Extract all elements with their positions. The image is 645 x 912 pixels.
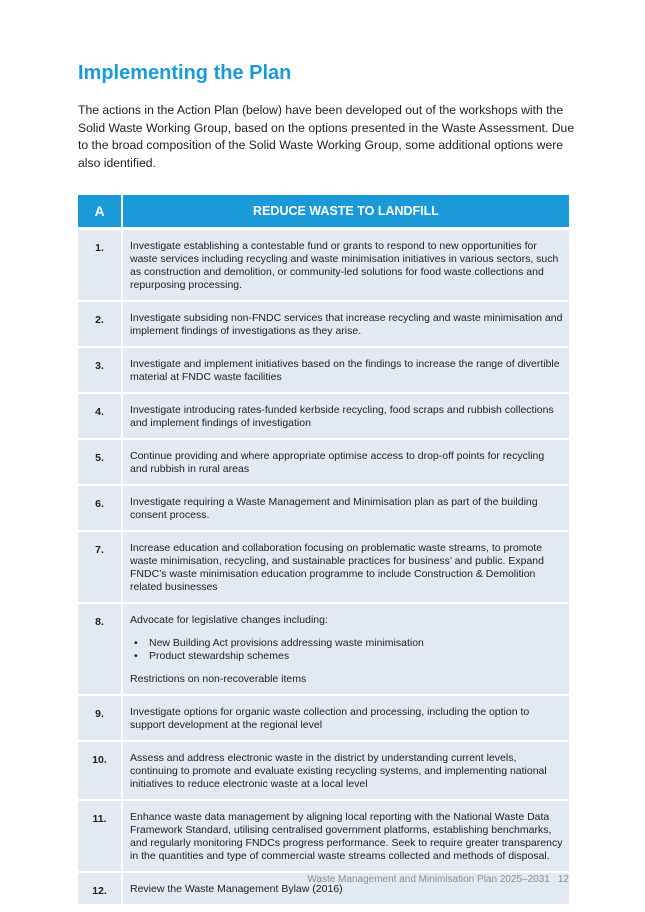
row-text: Investigate requiring a Waste Management and Minimisation plan as part of the building consent process. — [123, 486, 569, 530]
bullet-list — [130, 637, 563, 663]
table-row — [78, 348, 569, 392]
table-row — [78, 801, 569, 871]
page-footer — [307, 874, 569, 885]
table-row — [78, 302, 569, 346]
row-text: Investigate establishing a contestable fund or grants to respond to new opportunities for waste services including recycling and waste minimisation initiatives in various sectors, such as construction and demolition, or community-led solutions for food waste collections and repurposing processing. — [123, 230, 569, 300]
row-number: 1. — [78, 230, 121, 300]
page-title: Implementing the Plan — [78, 62, 292, 84]
row-text: Increase education and collaboration focusing on problematic waste streams, to promote waste minimisation, recycling, and sustainable practices for business’ and public. Expand FNDC’s waste minimisation education programme to include Construction & Demolition related businesses — [123, 532, 569, 602]
row-number: 4. — [78, 394, 121, 438]
row-number: 10. — [78, 742, 121, 799]
row-number: 11. — [78, 801, 121, 871]
row-text: Continue providing and where appropriate optimise access to drop-off points for recycling and rubbish in rural areas — [123, 440, 569, 484]
table-row — [78, 230, 569, 300]
table-row — [78, 532, 569, 602]
row-text: Investigate subsiding non-FNDC services that increase recycling and waste minimisation and implement findings of investigations as they arise. — [123, 302, 569, 346]
row-note: Restrictions on non-recoverable items — [130, 673, 307, 685]
row-text: Investigate options for organic waste collection and processing, including the option to support development at the regional level — [123, 696, 569, 740]
table-header-row — [78, 195, 569, 227]
row-text: Investigate introducing rates-funded kerbside recycling, food scraps and rubbish collections and implement findings of investigation — [123, 394, 569, 438]
row-number: 8. — [78, 604, 121, 694]
page-number: 12 — [557, 874, 569, 885]
row-number: 7. — [78, 532, 121, 602]
row-text: Advocate for legislative changes including: — [130, 614, 328, 626]
table-row — [78, 394, 569, 438]
row-text: Investigate and implement initiatives based on the findings to increase the range of divertible material at FNDC waste facilities — [123, 348, 569, 392]
table-row — [78, 604, 569, 694]
intro-text: The actions in the Action Plan (below) have been developed out of the workshops with the Solid Waste Working Group, based on the options presented in the Waste Assessment. Due to the broad composition of the Solid Waste Working Group, some additional options were also identified. — [78, 103, 575, 170]
action-plan-table — [78, 195, 569, 906]
row-number: 5. — [78, 440, 121, 484]
row-text: Review the Waste Management Bylaw (2016) — [123, 873, 569, 904]
bullet-item: • New Building Act provisions addressing waste minimisation — [130, 637, 563, 650]
footer-doc-title: Waste Management and Minimisation Plan 2025–2031 — [307, 874, 550, 885]
table-row — [78, 742, 569, 799]
row-number: 2. — [78, 302, 121, 346]
row-number: 3. — [78, 348, 121, 392]
table-row — [78, 696, 569, 740]
bullet-item: • Product stewardship schemes — [130, 650, 563, 663]
table-row — [78, 440, 569, 484]
row-number: 12. — [78, 873, 121, 904]
row-number: 6. — [78, 486, 121, 530]
intro-paragraph — [78, 102, 578, 172]
row-number: 9. — [78, 696, 121, 740]
header-letter: A — [78, 195, 121, 227]
table-row — [78, 486, 569, 530]
row-text: Enhance waste data management by aligning local reporting with the National Waste Data Framework Standard, utilising centralised government platforms, establishing benchmarks, and regularly monitoring FNDCs progress performance. Seek to require greater transparency in the quantities and type of commercial waste streams collected and methods of disposal. — [123, 801, 569, 871]
row-text: Assess and address electronic waste in the district by understanding current levels, continuing to promote and evaluate existing recycling systems, and implementing national initiatives to reduce electronic waste at a local level — [123, 742, 569, 799]
header-title: REDUCE WASTE TO LANDFILL — [123, 195, 569, 227]
row-text-with-bullets — [123, 604, 569, 694]
